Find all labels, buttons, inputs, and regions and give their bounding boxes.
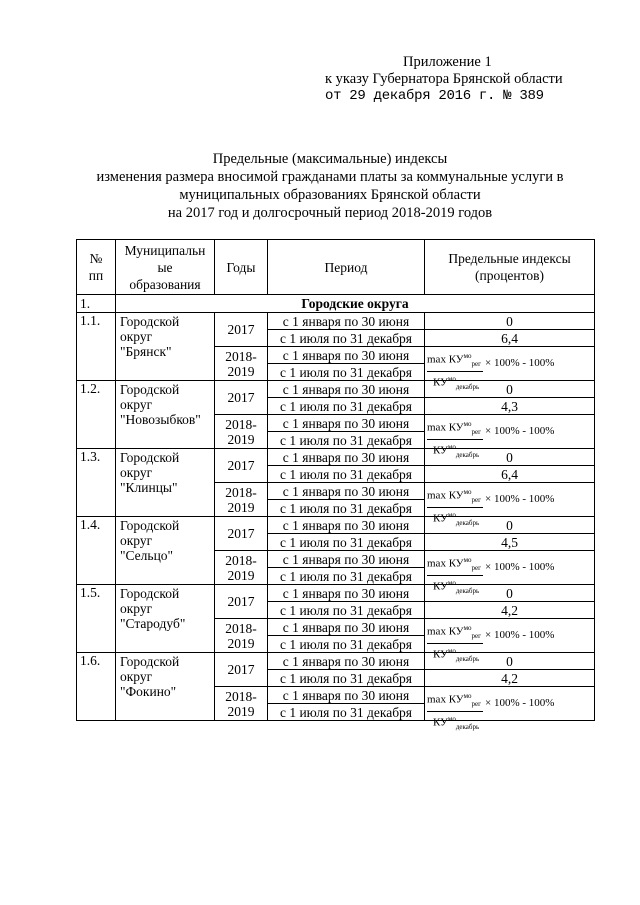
title-line-1: Предельные (максимальные) индексы <box>212 151 448 167</box>
period-first-half: с 1 января по 30 июня <box>268 653 425 670</box>
formula-numerator <box>427 553 483 576</box>
index-formula <box>427 553 555 598</box>
table-row <box>77 653 595 670</box>
index-value-second-half: 4,2 <box>425 602 595 619</box>
row-number: 1.6. <box>77 653 116 721</box>
formula-den-sup: мо <box>447 510 456 519</box>
index-value-first-half: 0 <box>425 517 595 534</box>
formula-multiplier: × 100% - 100% <box>485 697 555 709</box>
year-2017: 2017 <box>215 449 268 483</box>
index-value-second-half: 4,2 <box>425 670 595 687</box>
formula-den-sup: мо <box>447 374 456 383</box>
year-range <box>215 483 268 517</box>
formula-sup: мо <box>463 352 472 360</box>
formula-den-sup: мо <box>447 646 456 655</box>
year-range-end: 2019 <box>227 363 255 379</box>
section-row <box>77 295 595 313</box>
municipality-name-line2: округ <box>120 397 153 412</box>
index-value-first-half: 0 <box>425 313 595 330</box>
formula-den-sup: мо <box>447 714 456 723</box>
year-2017: 2017 <box>215 585 268 619</box>
period-first-half: с 1 января по 30 июня <box>268 313 425 330</box>
index-formula <box>427 689 555 734</box>
indices-table <box>76 239 595 731</box>
year-2017: 2017 <box>215 381 268 415</box>
header-period: Период <box>268 240 425 295</box>
title-line-2: изменения размера вносимой гражданами платы за коммунальные услуги в <box>96 169 564 185</box>
decree-reference: к указу Губернатора Брянской области <box>325 71 563 87</box>
header-index <box>425 240 595 295</box>
formula-denominator <box>427 508 479 530</box>
row-number: 1.4. <box>77 517 116 585</box>
formula-sub: рег <box>471 359 482 368</box>
municipality-name-line2: округ <box>120 465 153 480</box>
year-range <box>215 687 268 721</box>
formula-sub: рег <box>471 631 482 640</box>
formula-den-sub: декабрь <box>455 722 480 731</box>
period-first-half: с 1 января по 30 июня <box>268 483 425 500</box>
decree-date-number: от 29 декабря 2016 г. № 389 <box>325 88 544 104</box>
period-first-half: с 1 января по 30 июня <box>268 517 425 534</box>
year-range-end: 2019 <box>227 431 255 447</box>
formula-max: max КУ <box>427 557 464 570</box>
period-second-half: с 1 июля по 31 декабря <box>268 704 425 721</box>
formula-numerator <box>427 621 483 644</box>
index-value-first-half: 0 <box>425 653 595 670</box>
index-value-second-half: 4,3 <box>425 398 595 415</box>
formula-den-sub: декабрь <box>455 382 480 391</box>
formula-den: КУ <box>433 716 448 729</box>
period-first-half: с 1 января по 30 июня <box>268 415 425 432</box>
row-number: 1.1. <box>77 313 116 381</box>
municipality-name-line1: Городской <box>120 382 180 397</box>
period-first-half: с 1 января по 30 июня <box>268 585 425 602</box>
header-index-line1: Предельные индексы <box>448 251 571 266</box>
municipality-name-line1: Городской <box>120 586 180 601</box>
year-2017: 2017 <box>215 653 268 687</box>
formula-max: max КУ <box>427 353 464 366</box>
municipality-name <box>116 313 215 381</box>
year-range-start: 2018- <box>225 416 257 432</box>
index-formula-cell <box>425 483 595 527</box>
municipality-name-line3: "Новозыбков" <box>120 412 201 427</box>
period-second-half: с 1 июля по 31 декабря <box>268 364 425 381</box>
formula-max: max КУ <box>427 421 464 434</box>
formula-denominator <box>427 712 479 734</box>
row-number: 1.2. <box>77 381 116 449</box>
index-value-second-half: 6,4 <box>425 466 595 483</box>
period-first-half: с 1 января по 30 июня <box>268 347 425 364</box>
index-value-first-half: 0 <box>425 449 595 466</box>
municipality-name-line1: Городской <box>120 314 180 329</box>
formula-den: КУ <box>433 444 448 457</box>
period-first-half: с 1 января по 30 июня <box>268 449 425 466</box>
formula-max: max КУ <box>427 489 464 502</box>
municipality-name-line1: Городской <box>120 654 180 669</box>
formula-sub: рег <box>471 495 482 504</box>
index-formula-cell <box>425 551 595 595</box>
formula-sup: мо <box>463 556 472 564</box>
municipality-name-line2: округ <box>120 329 153 344</box>
index-formula-cell <box>425 687 595 731</box>
index-formula-cell <box>425 347 595 391</box>
formula-denominator <box>427 644 479 666</box>
formula-den-sub: декабрь <box>455 654 480 663</box>
formula-denominator <box>427 372 479 394</box>
year-2017: 2017 <box>215 313 268 347</box>
municipality-name-line3: "Сельцо" <box>120 548 174 563</box>
municipality-name <box>116 381 215 449</box>
formula-sub: рег <box>471 563 482 572</box>
period-first-half: с 1 января по 30 июня <box>268 381 425 398</box>
period-second-half: с 1 июля по 31 декабря <box>268 670 425 687</box>
title-line-3: муниципальных образованиях Брянской области <box>179 187 481 203</box>
municipality-name-line3: "Стародуб" <box>120 616 186 631</box>
row-number: 1.3. <box>77 449 116 517</box>
municipality-name-line3: "Брянск" <box>120 344 172 359</box>
municipality-name-line2: округ <box>120 533 153 548</box>
index-value-second-half: 4,5 <box>425 534 595 551</box>
period-second-half: с 1 июля по 31 декабря <box>268 500 425 517</box>
index-formula-cell <box>425 415 595 459</box>
table-row <box>77 585 595 602</box>
period-second-half: с 1 июля по 31 декабря <box>268 330 425 347</box>
period-first-half: с 1 января по 30 июня <box>268 551 425 568</box>
year-range-start: 2018- <box>225 348 257 364</box>
document-title <box>60 150 600 222</box>
year-range-end: 2019 <box>227 635 255 651</box>
index-value-second-half: 6,4 <box>425 330 595 347</box>
section-title: Городские округа <box>116 295 595 313</box>
year-2017: 2017 <box>215 517 268 551</box>
period-second-half: с 1 июля по 31 декабря <box>268 602 425 619</box>
year-range <box>215 551 268 585</box>
header-municipality-line3: образования <box>129 276 201 292</box>
formula-den-sup: мо <box>447 578 456 587</box>
formula-den: КУ <box>433 376 448 389</box>
formula-den-sub: декабрь <box>455 586 480 595</box>
year-range <box>215 347 268 381</box>
header-num-line2: пп <box>88 268 104 283</box>
period-second-half: с 1 июля по 31 декабря <box>268 534 425 551</box>
municipality-name-line3: "Клинцы" <box>120 480 178 495</box>
table-row <box>77 449 595 466</box>
index-formula <box>427 485 555 530</box>
index-value-first-half: 0 <box>425 585 595 602</box>
formula-multiplier: × 100% - 100% <box>485 629 555 641</box>
formula-denominator <box>427 576 479 598</box>
period-second-half: с 1 июля по 31 декабря <box>268 636 425 653</box>
formula-denominator <box>427 440 479 462</box>
formula-numerator <box>427 417 483 440</box>
row-number: 1.5. <box>77 585 116 653</box>
formula-den: КУ <box>433 648 448 661</box>
header-years: Годы <box>215 240 268 295</box>
index-value-first-half: 0 <box>425 381 595 398</box>
period-first-half: с 1 января по 30 июня <box>268 687 425 704</box>
formula-multiplier: × 100% - 100% <box>485 561 555 573</box>
year-range-start: 2018- <box>225 552 257 568</box>
document-header <box>325 54 563 105</box>
formula-sub: рег <box>471 699 482 708</box>
index-formula <box>427 349 555 394</box>
header-num <box>77 240 116 295</box>
formula-den-sub: декабрь <box>455 518 480 527</box>
table-header-row <box>77 240 595 295</box>
formula-den-sub: декабрь <box>455 450 480 459</box>
title-line-4: на 2017 год и долгосрочный период 2018-2019 годов <box>167 205 493 221</box>
formula-max: max КУ <box>427 625 464 638</box>
formula-multiplier: × 100% - 100% <box>485 493 555 505</box>
formula-sup: мо <box>463 488 472 496</box>
municipality-name <box>116 449 215 517</box>
table-row <box>77 381 595 398</box>
period-second-half: с 1 июля по 31 декабря <box>268 466 425 483</box>
year-range-start: 2018- <box>225 620 257 636</box>
header-municipality-line1: Муниципальн <box>124 242 206 258</box>
municipality-name <box>116 585 215 653</box>
year-range <box>215 415 268 449</box>
index-formula-cell <box>425 619 595 663</box>
header-municipality-line2: ые <box>157 259 173 275</box>
year-range-end: 2019 <box>227 567 255 583</box>
formula-den: КУ <box>433 512 448 525</box>
formula-sup: мо <box>463 692 472 700</box>
header-municipality <box>116 240 215 295</box>
period-second-half: с 1 июля по 31 декабря <box>268 398 425 415</box>
period-first-half: с 1 января по 30 июня <box>268 619 425 636</box>
table-row <box>77 517 595 534</box>
formula-den-sup: мо <box>447 442 456 451</box>
table-row <box>77 313 595 330</box>
header-index-line2: (процентов) <box>474 268 544 283</box>
year-range-end: 2019 <box>227 703 255 719</box>
formula-max: max КУ <box>427 693 464 706</box>
municipality-name-line2: округ <box>120 669 153 684</box>
index-formula <box>427 417 555 462</box>
formula-numerator <box>427 349 483 372</box>
municipality-name-line3: "Фокино" <box>120 684 177 699</box>
header-num-line1: № <box>89 251 103 266</box>
municipality-name-line2: округ <box>120 601 153 616</box>
formula-den: КУ <box>433 580 448 593</box>
appendix-label: Приложение 1 <box>403 54 492 70</box>
municipality-name <box>116 653 215 721</box>
period-second-half: с 1 июля по 31 декабря <box>268 568 425 585</box>
formula-sup: мо <box>463 420 472 428</box>
municipality-name-line1: Городской <box>120 518 180 533</box>
formula-sub: рег <box>471 427 482 436</box>
formula-multiplier: × 100% - 100% <box>485 357 555 369</box>
year-range <box>215 619 268 653</box>
year-range-start: 2018- <box>225 484 257 500</box>
municipality-name <box>116 517 215 585</box>
formula-numerator <box>427 485 483 508</box>
period-second-half: с 1 июля по 31 декабря <box>268 432 425 449</box>
municipality-name-line1: Городской <box>120 450 180 465</box>
year-range-start: 2018- <box>225 688 257 704</box>
formula-sup: мо <box>463 624 472 632</box>
section-number: 1. <box>77 295 116 313</box>
index-formula <box>427 621 555 666</box>
formula-multiplier: × 100% - 100% <box>485 425 555 437</box>
year-range-end: 2019 <box>227 499 255 515</box>
formula-numerator <box>427 689 483 712</box>
